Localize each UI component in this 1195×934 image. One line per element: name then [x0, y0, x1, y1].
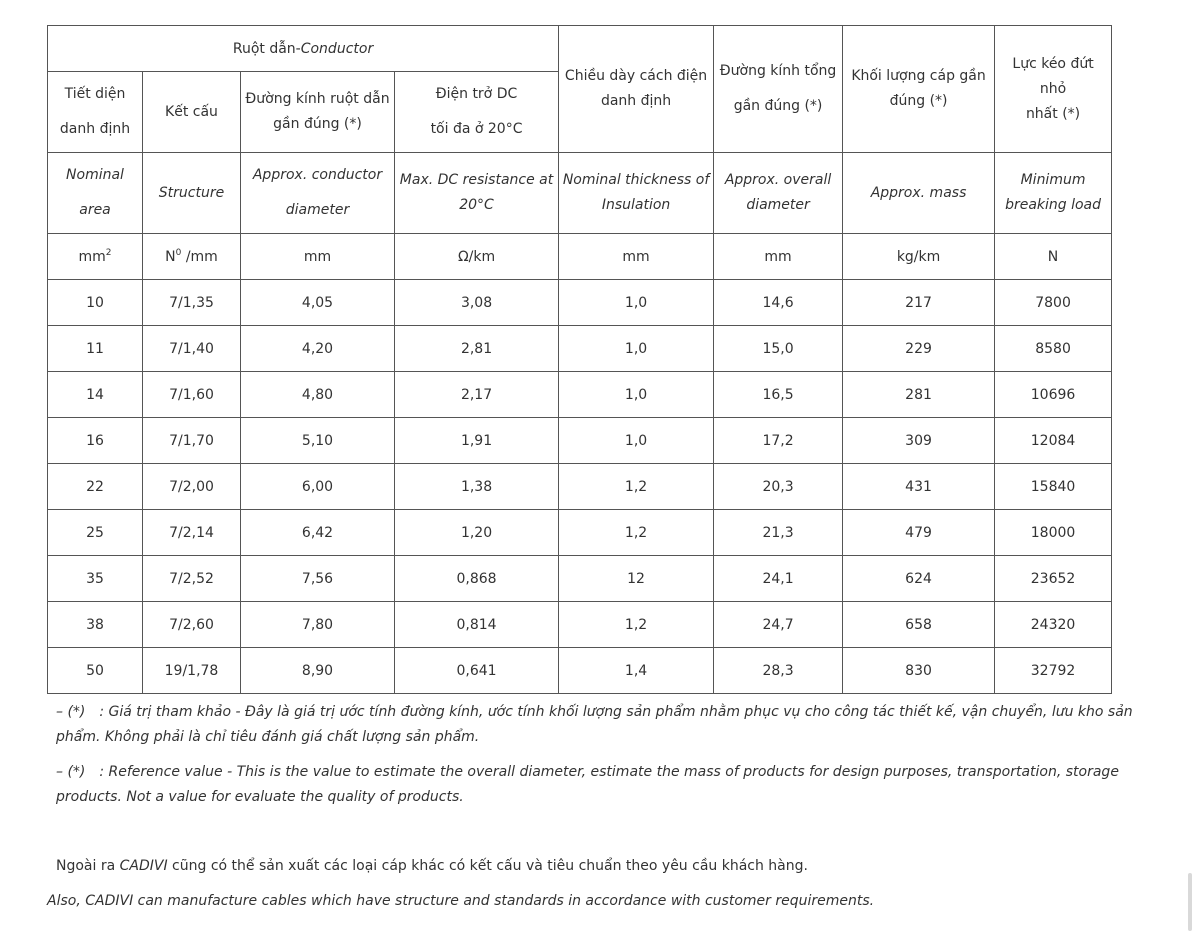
cell-conductor-diameter: 4,80 — [241, 372, 395, 418]
cell-overall-diameter: 24,1 — [714, 556, 843, 602]
unit-conductor-diameter: mm — [241, 234, 395, 280]
header-structure-vn: Kết cấu — [143, 72, 241, 153]
cell-insulation: 1,2 — [559, 602, 714, 648]
cell-overall-diameter: 21,3 — [714, 510, 843, 556]
table-row — [48, 418, 1112, 464]
cell-mass: 229 — [843, 326, 995, 372]
notes — [56, 700, 1171, 820]
cell-area: 16 — [48, 418, 143, 464]
cell-overall-diameter: 20,3 — [714, 464, 843, 510]
header-area-en: Nominal area — [48, 153, 143, 234]
unit-overall-diameter: mm — [714, 234, 843, 280]
cell-insulation: 1,0 — [559, 326, 714, 372]
table-row — [48, 648, 1112, 694]
cell-mass: 309 — [843, 418, 995, 464]
header-breaking-load-en: Minimum breaking load — [995, 153, 1112, 234]
en-header-row — [48, 153, 1112, 234]
cell-breaking-load: 32792 — [995, 648, 1112, 694]
cell-area: 38 — [48, 602, 143, 648]
table-row — [48, 510, 1112, 556]
unit-mass: kg/km — [843, 234, 995, 280]
table-row — [48, 602, 1112, 648]
table-row — [48, 280, 1112, 326]
cell-area: 50 — [48, 648, 143, 694]
cell-mass: 479 — [843, 510, 995, 556]
table-row — [48, 464, 1112, 510]
cell-structure: 7/2,00 — [143, 464, 241, 510]
cell-conductor-diameter: 6,42 — [241, 510, 395, 556]
unit-insulation: mm — [559, 234, 714, 280]
cell-overall-diameter: 16,5 — [714, 372, 843, 418]
cell-structure: 7/1,70 — [143, 418, 241, 464]
cell-area: 11 — [48, 326, 143, 372]
cell-mass: 830 — [843, 648, 995, 694]
header-structure-en: Structure — [143, 153, 241, 234]
cell-dc-resistance: 1,91 — [395, 418, 559, 464]
cell-breaking-load: 23652 — [995, 556, 1112, 602]
cell-mass: 658 — [843, 602, 995, 648]
header-overall-diameter-vn: Đường kính tổng gần đúng (*) — [714, 26, 843, 153]
cell-breaking-load: 18000 — [995, 510, 1112, 556]
cell-insulation: 1,4 — [559, 648, 714, 694]
group-header-row — [48, 26, 1112, 72]
cell-conductor-diameter: 6,00 — [241, 464, 395, 510]
cell-dc-resistance: 0,868 — [395, 556, 559, 602]
cell-insulation: 1,2 — [559, 464, 714, 510]
cell-area: 22 — [48, 464, 143, 510]
cell-insulation: 1,0 — [559, 418, 714, 464]
cell-insulation: 1,0 — [559, 372, 714, 418]
cell-breaking-load: 7800 — [995, 280, 1112, 326]
header-mass-vn: Khối lượng cáp gần đúng (*) — [843, 26, 995, 153]
cell-breaking-load: 8580 — [995, 326, 1112, 372]
cell-dc-resistance: 1,20 — [395, 510, 559, 556]
cell-mass: 217 — [843, 280, 995, 326]
cell-breaking-load: 15840 — [995, 464, 1112, 510]
table-row — [48, 326, 1112, 372]
cell-mass: 624 — [843, 556, 995, 602]
header-dc-resistance-en: Max. DC resistance at 20°C — [395, 153, 559, 234]
footer-vn: Ngoài ra CADIVI cũng có thể sản xuất các loại cáp khác có kết cấu và tiêu chuẩn theo yêu cầu khách hàng. — [56, 858, 808, 874]
cell-insulation: 12 — [559, 556, 714, 602]
cell-conductor-diameter: 8,90 — [241, 648, 395, 694]
cell-structure: 7/1,40 — [143, 326, 241, 372]
cell-conductor-diameter: 5,10 — [241, 418, 395, 464]
cell-mass: 281 — [843, 372, 995, 418]
footer-en: Also, CADIVI can manufacture cables which have structure and standards in accordance with customer requirements. — [47, 893, 875, 909]
cell-structure: 19/1,78 — [143, 648, 241, 694]
cell-structure: 7/2,60 — [143, 602, 241, 648]
header-conductor-diameter-vn: Đường kính ruột dẫn gần đúng (*) — [241, 72, 395, 153]
cell-insulation: 1,0 — [559, 280, 714, 326]
cell-area: 25 — [48, 510, 143, 556]
cell-overall-diameter: 28,3 — [714, 648, 843, 694]
cell-overall-diameter: 24,7 — [714, 602, 843, 648]
unit-breaking-load: N — [995, 234, 1112, 280]
cell-breaking-load: 10696 — [995, 372, 1112, 418]
header-insulation-en: Nominal thickness of Insulation — [559, 153, 714, 234]
table-row — [48, 556, 1112, 602]
cell-structure: 7/1,35 — [143, 280, 241, 326]
cell-breaking-load: 24320 — [995, 602, 1112, 648]
cell-overall-diameter: 17,2 — [714, 418, 843, 464]
header-overall-diameter-en: Approx. overall diameter — [714, 153, 843, 234]
cell-breaking-load: 12084 — [995, 418, 1112, 464]
header-conductor-diameter-en: Approx. conductor diameter — [241, 153, 395, 234]
cell-dc-resistance: 1,38 — [395, 464, 559, 510]
unit-dc-resistance: Ω/km — [395, 234, 559, 280]
cell-insulation: 1,2 — [559, 510, 714, 556]
header-mass-en: Approx. mass — [843, 153, 995, 234]
conductor-group-header: Ruột dẫn-Conductor — [48, 26, 559, 72]
cell-dc-resistance: 2,81 — [395, 326, 559, 372]
unit-area: $mm^2$ — [48, 234, 143, 280]
cell-conductor-diameter: 7,56 — [241, 556, 395, 602]
unit-structure: $N^0$ /mm — [143, 234, 241, 280]
cell-area: 10 — [48, 280, 143, 326]
cell-structure: 7/2,52 — [143, 556, 241, 602]
header-breaking-load-vn: Lực kéo đứt nhỏ nhất (*) — [995, 26, 1112, 153]
cell-mass: 431 — [843, 464, 995, 510]
note-vn: – (*) : Giá trị tham khảo - Đây là giá trị ước tính đường kính, ước tính khối lượng sản phẩm nhằm phục vụ cho công tác thiết kế, vận chuyển, lưu kho sản phẩm. Không phải là chỉ tiêu đánh giá chất lượng sản phẩm. — [56, 704, 1133, 745]
unit-row — [48, 234, 1112, 280]
cell-area: 14 — [48, 372, 143, 418]
cell-structure: 7/1,60 — [143, 372, 241, 418]
cell-overall-diameter: 14,6 — [714, 280, 843, 326]
cell-conductor-diameter: 4,20 — [241, 326, 395, 372]
cell-conductor-diameter: 4,05 — [241, 280, 395, 326]
cell-dc-resistance: 2,17 — [395, 372, 559, 418]
scrollbar-thumb[interactable] — [1188, 873, 1192, 931]
header-dc-resistance-vn: Điện trở DC tối đa ở 20°C — [395, 72, 559, 153]
cell-area: 35 — [48, 556, 143, 602]
cell-dc-resistance: 3,08 — [395, 280, 559, 326]
note-en: – (*) : Reference value - This is the value to estimate the overall diameter, estimate the mass of products for design purposes, transportation, storage products. Not a value for evaluate the quality of products. — [56, 764, 1119, 805]
cell-dc-resistance: 0,641 — [395, 648, 559, 694]
header-area-vn: Tiết diện danh định — [48, 72, 143, 153]
cell-conductor-diameter: 7,80 — [241, 602, 395, 648]
table-row — [48, 372, 1112, 418]
cell-overall-diameter: 15,0 — [714, 326, 843, 372]
cell-dc-resistance: 0,814 — [395, 602, 559, 648]
cable-spec-table — [47, 25, 1112, 694]
cell-structure: 7/2,14 — [143, 510, 241, 556]
header-insulation-vn: Chiều dày cách điện danh định — [559, 26, 714, 153]
data-rows — [48, 280, 1112, 694]
